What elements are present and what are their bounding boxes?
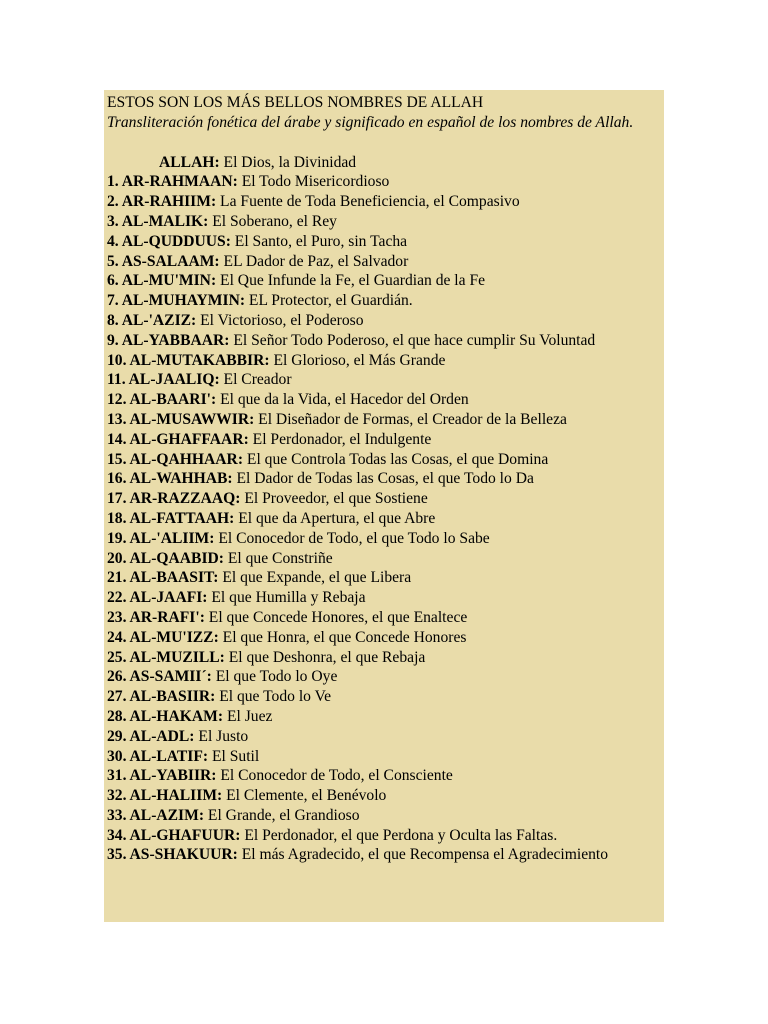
list-item: [107, 192, 664, 212]
name-label: 33. AL-AZIM:: [107, 806, 205, 824]
intro-name: ALLAH:: [159, 153, 220, 171]
name-label: 15. AL-QAHHAAR:: [107, 450, 244, 468]
name-meaning: El que Todo lo Oye: [211, 668, 338, 686]
list-item: [107, 667, 664, 687]
name-label: 22. AL-JAAFI:: [107, 589, 208, 607]
name-meaning: El Juez: [223, 707, 273, 725]
name-label: 6. AL-MU'MIN:: [107, 272, 217, 290]
list-item: [107, 430, 664, 450]
list-item: [107, 747, 664, 767]
name-meaning: El Victorioso, el Poderoso: [196, 311, 364, 329]
list-item: [107, 826, 664, 846]
name-label: 32. AL-HALIIM:: [107, 787, 223, 805]
name-meaning: El Glorioso, el Más Grande: [269, 351, 446, 369]
list-item: [107, 588, 664, 608]
name-meaning: El Conocedor de Todo, el que Todo lo Sabe: [214, 529, 490, 547]
name-meaning: El Todo Misericordioso: [237, 173, 390, 191]
name-meaning: El Soberano, el Rey: [208, 212, 337, 230]
list-item: [107, 331, 664, 351]
name-meaning: El que Constriñe: [223, 549, 333, 567]
intro-line: [107, 153, 664, 173]
name-meaning: El que Controla Todas las Cosas, el que Domina: [243, 450, 549, 468]
list-item: [107, 766, 664, 786]
name-label: 25. AL-MUZILL:: [107, 648, 225, 666]
name-label: 20. AL-QAABID:: [107, 549, 224, 567]
list-item: [107, 232, 664, 252]
list-item: [107, 648, 664, 668]
blank-line: [107, 133, 664, 153]
name-label: 24. AL-MU'IZZ:: [107, 628, 219, 646]
name-label: 34. AL-GHAFUUR:: [107, 826, 241, 844]
name-label: 18. AL-FATTAAH:: [107, 509, 235, 527]
list-item: [107, 271, 664, 291]
name-label: 29. AL-ADL:: [107, 727, 195, 745]
list-item: [107, 252, 664, 272]
list-item: [107, 212, 664, 232]
list-item: [107, 786, 664, 806]
name-meaning: El Perdonador, el que Perdona y Oculta las Faltas.: [240, 826, 558, 844]
list-item: [107, 806, 664, 826]
name-label: 16. AL-WAHHAB:: [107, 470, 233, 488]
name-meaning: El que da la Vida, el Hacedor del Orden: [216, 391, 469, 409]
list-item: [107, 410, 664, 430]
name-label: 5. AS-SALAAM:: [107, 252, 220, 270]
name-meaning: El que Honra, el que Concede Honores: [218, 628, 467, 646]
name-meaning: EL Dador de Paz, el Salvador: [219, 252, 409, 270]
name-label: 7. AL-MUHAYMIN:: [107, 292, 246, 310]
name-meaning: El que Humilla y Rebaja: [207, 589, 366, 607]
list-item: [107, 370, 664, 390]
name-label: 9. AL-YABBAAR:: [107, 331, 230, 349]
name-meaning: El Que Infunde la Fe, el Guardian de la Fe: [216, 272, 486, 290]
name-label: 12. AL-BAARI':: [107, 391, 217, 409]
name-meaning: El Dador de Todas las Cosas, el que Todo lo Da: [232, 470, 534, 488]
list-item: [107, 351, 664, 371]
name-label: 23. AR-RAFI':: [107, 608, 205, 626]
name-label: 8. AL-'AZIZ:: [107, 311, 197, 329]
intro-meaning: El Dios, la Divinidad: [219, 153, 357, 171]
name-meaning: El que Deshonra, el que Rebaja: [224, 648, 426, 666]
document-page: [104, 90, 664, 922]
name-meaning: El que Expande, el que Libera: [218, 569, 412, 587]
name-label: 13. AL-MUSAWWIR:: [107, 410, 255, 428]
list-item: [107, 628, 664, 648]
name-label: 21. AL-BAASIT:: [107, 569, 219, 587]
name-meaning: El Justo: [194, 727, 249, 745]
name-meaning: El Clemente, el Benévolo: [222, 787, 387, 805]
list-item: [107, 608, 664, 628]
list-item: [107, 707, 664, 727]
list-item: [107, 390, 664, 410]
list-item: [107, 529, 664, 549]
name-meaning: El que Concede Honores, el que Enaltece: [204, 608, 468, 626]
names-list: [107, 172, 664, 865]
list-item: [107, 549, 664, 569]
list-item: [107, 291, 664, 311]
list-item: [107, 727, 664, 747]
name-label: 35. AS-SHAKUUR:: [107, 846, 238, 864]
name-label: 10. AL-MUTAKABBIR:: [107, 351, 270, 369]
name-label: 4. AL-QUDDUUS:: [107, 232, 231, 250]
list-item: [107, 489, 664, 509]
name-meaning: El que Todo lo Ve: [215, 688, 332, 706]
document-heading: ESTOS SON LOS MÁS BELLOS NOMBRES DE ALLAH: [107, 94, 484, 111]
name-label: 30. AL-LATIF:: [107, 747, 209, 765]
name-label: 14. AL-GHAFFAAR:: [107, 430, 249, 448]
name-meaning: El Conocedor de Todo, el Consciente: [216, 767, 453, 785]
name-meaning: El Perdonador, el Indulgente: [248, 430, 432, 448]
name-meaning: El Diseñador de Formas, el Creador de la Belleza: [254, 410, 567, 428]
name-label: 2. AR-RAHIIM:: [107, 193, 217, 211]
name-meaning: El Grande, el Grandioso: [204, 806, 360, 824]
name-meaning: EL Protector, el Guardián.: [245, 292, 413, 310]
list-item: [107, 311, 664, 331]
name-label: 19. AL-'ALIIM:: [107, 529, 215, 547]
name-label: 28. AL-HAKAM:: [107, 707, 224, 725]
name-label: 1. AR-RAHMAAN:: [107, 173, 238, 191]
list-item: [107, 450, 664, 470]
name-meaning: La Fuente de Toda Beneficiencia, el Compasivo: [216, 193, 520, 211]
name-label: 11. AL-JAALIQ:: [107, 371, 220, 389]
name-meaning: El Señor Todo Poderoso, el que hace cumplir Su Voluntad: [229, 331, 596, 349]
document-subtitle: Transliteración fonética del árabe y significado en español de los nombres de Allah.: [107, 114, 634, 131]
name-label: 26. AS-SAMII´:: [107, 668, 212, 686]
name-meaning: El que da Apertura, el que Abre: [234, 509, 436, 527]
name-meaning: El Santo, el Puro, sin Tacha: [230, 232, 408, 250]
list-item: [107, 568, 664, 588]
list-item: [107, 687, 664, 707]
name-meaning: El Sutil: [208, 747, 260, 765]
name-label: 31. AL-YABIIR:: [107, 767, 217, 785]
name-meaning: El Creador: [219, 371, 292, 389]
name-label: 17. AR-RAZZAAQ:: [107, 490, 241, 508]
name-meaning: El más Agradecido, el que Recompensa el Agradecimiento: [237, 846, 609, 864]
name-label: 27. AL-BASIIR:: [107, 688, 216, 706]
list-item: [107, 172, 664, 192]
list-item: [107, 469, 664, 489]
name-meaning: El Proveedor, el que Sostiene: [240, 490, 428, 508]
list-item: [107, 509, 664, 529]
list-item: [107, 845, 664, 865]
name-label: 3. AL-MALIK:: [107, 212, 209, 230]
